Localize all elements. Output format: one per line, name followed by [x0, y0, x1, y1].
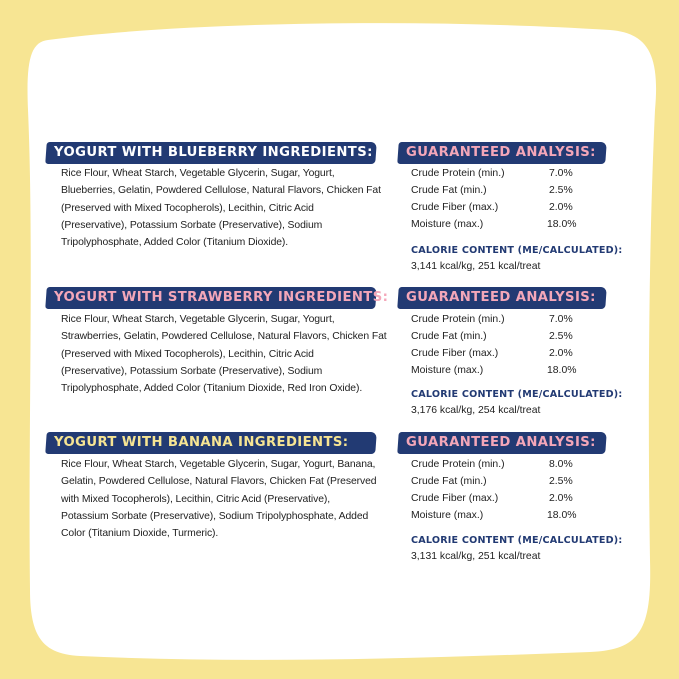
banana-ingredients-text — [61, 456, 376, 542]
analysis-label: Crude Protein (min.) — [411, 168, 505, 179]
analysis-value: 8.0% — [549, 459, 573, 470]
analysis-value: 7.0% — [549, 314, 573, 325]
banana-calorie-title: CALORIE CONTENT (ME/CALCULATED): — [411, 535, 623, 546]
ingredient-line: Tripolyphosphate, Added Color (Titanium Dioxide, Red Iron Oxide). — [61, 383, 363, 395]
analysis-value: 2.5% — [549, 331, 573, 342]
ingredient-line: Rice Flour, Wheat Starch, Vegetable Glycerin, Sugar, Yogurt, Banana, — [61, 459, 376, 470]
ingredient-line: (Preservative), Potassium Sorbate (Preservative), Sodium — [61, 219, 323, 231]
banana-ingredients-banner — [45, 432, 377, 454]
analysis-value: 2.5% — [549, 185, 573, 196]
banana-ingredients-heading: YOGURT WITH BANANA INGREDIENTS: — [54, 435, 349, 450]
ingredient-line: Potassium Sorbate (Preservative), Sodium Tripolyphosphate, Added — [61, 510, 369, 522]
strawberry-analysis-banner — [397, 287, 607, 309]
analysis-value: 18.0% — [547, 219, 577, 230]
blueberry-ingredients-banner — [45, 142, 377, 164]
analysis-label: Moisture (max.) — [411, 510, 484, 521]
analysis-value: 2.0% — [549, 493, 573, 504]
blueberry-analysis-heading: GUARANTEED ANALYSIS: — [406, 145, 596, 160]
ingredient-line: Blueberries, Gelatin, Powdered Cellulose, Natural Flavors, Chicken Fat — [61, 185, 381, 197]
ingredient-line: with Mixed Tocopherols), Lecithin, Citric Acid (Preservative), — [61, 493, 331, 505]
analysis-value: 18.0% — [547, 365, 577, 376]
analysis-label: Crude Fat (min.) — [411, 185, 487, 196]
strawberry-calorie-value: 3,176 kcal/kg, 254 kcal/treat — [411, 405, 541, 416]
analysis-label: Crude Protein (min.) — [411, 459, 505, 470]
analysis-label: Crude Fat (min.) — [411, 331, 487, 342]
analysis-label: Crude Fiber (max.) — [411, 202, 499, 213]
ingredient-line: Color (Titanium Dioxide, Turmeric). — [61, 528, 219, 540]
strawberry-ingredients-heading: YOGURT WITH STRAWBERRY INGREDIENTS: — [54, 290, 389, 305]
ingredient-line: (Preserved with Mixed Tocopherols), Lecithin, Citric Acid — [61, 348, 314, 360]
banana-calorie-value: 3,131 kcal/kg, 251 kcal/treat — [411, 551, 541, 562]
analysis-label: Moisture (max.) — [411, 219, 484, 230]
blueberry-ingredients-text — [61, 165, 381, 251]
analysis-value: 2.0% — [549, 202, 573, 213]
ingredient-line: Rice Flour, Wheat Starch, Vegetable Glycerin, Sugar, Yogurt, — [61, 168, 335, 179]
ingredient-line: Gelatin, Powdered Cellulose, Natural Flavors, Chicken Fat (Preserved — [61, 476, 377, 488]
banana-analysis-banner — [397, 432, 607, 454]
blueberry-calorie-title: CALORIE CONTENT (ME/CALCULATED): — [411, 245, 623, 256]
analysis-label: Crude Protein (min.) — [411, 314, 505, 325]
blueberry-calorie-value: 3,141 kcal/kg, 251 kcal/treat — [411, 261, 541, 272]
analysis-value: 7.0% — [549, 168, 573, 179]
banana-analysis-heading: GUARANTEED ANALYSIS: — [406, 435, 596, 450]
strawberry-ingredients-text — [61, 311, 387, 397]
analysis-label: Crude Fiber (max.) — [411, 493, 499, 504]
ingredient-line: (Preserved with Mixed Tocopherols), Lecithin, Citric Acid — [61, 202, 314, 214]
blueberry-ingredients-heading: YOGURT WITH BLUEBERRY INGREDIENTS: — [54, 145, 373, 160]
ingredient-line: Tripolyphosphate, Added Color (Titanium Dioxide). — [61, 237, 289, 249]
ingredient-line: (Preservative), Potassium Sorbate (Preservative), Sodium — [61, 365, 323, 377]
analysis-value: 2.0% — [549, 348, 573, 359]
analysis-label: Crude Fat (min.) — [411, 476, 487, 487]
strawberry-calorie-title: CALORIE CONTENT (ME/CALCULATED): — [411, 389, 623, 400]
analysis-label: Crude Fiber (max.) — [411, 348, 499, 359]
strawberry-analysis-heading: GUARANTEED ANALYSIS: — [406, 290, 596, 305]
analysis-value: 2.5% — [549, 476, 573, 487]
strawberry-ingredients-banner — [45, 287, 389, 309]
analysis-label: Moisture (max.) — [411, 365, 484, 376]
ingredient-line: Rice Flour, Wheat Starch, Vegetable Glycerin, Sugar, Yogurt, — [61, 314, 335, 325]
blueberry-analysis-banner — [397, 142, 607, 164]
analysis-value: 18.0% — [547, 510, 577, 521]
ingredient-line: Strawberries, Gelatin, Powdered Cellulose, Natural Flavors, Chicken Fat — [61, 331, 387, 343]
